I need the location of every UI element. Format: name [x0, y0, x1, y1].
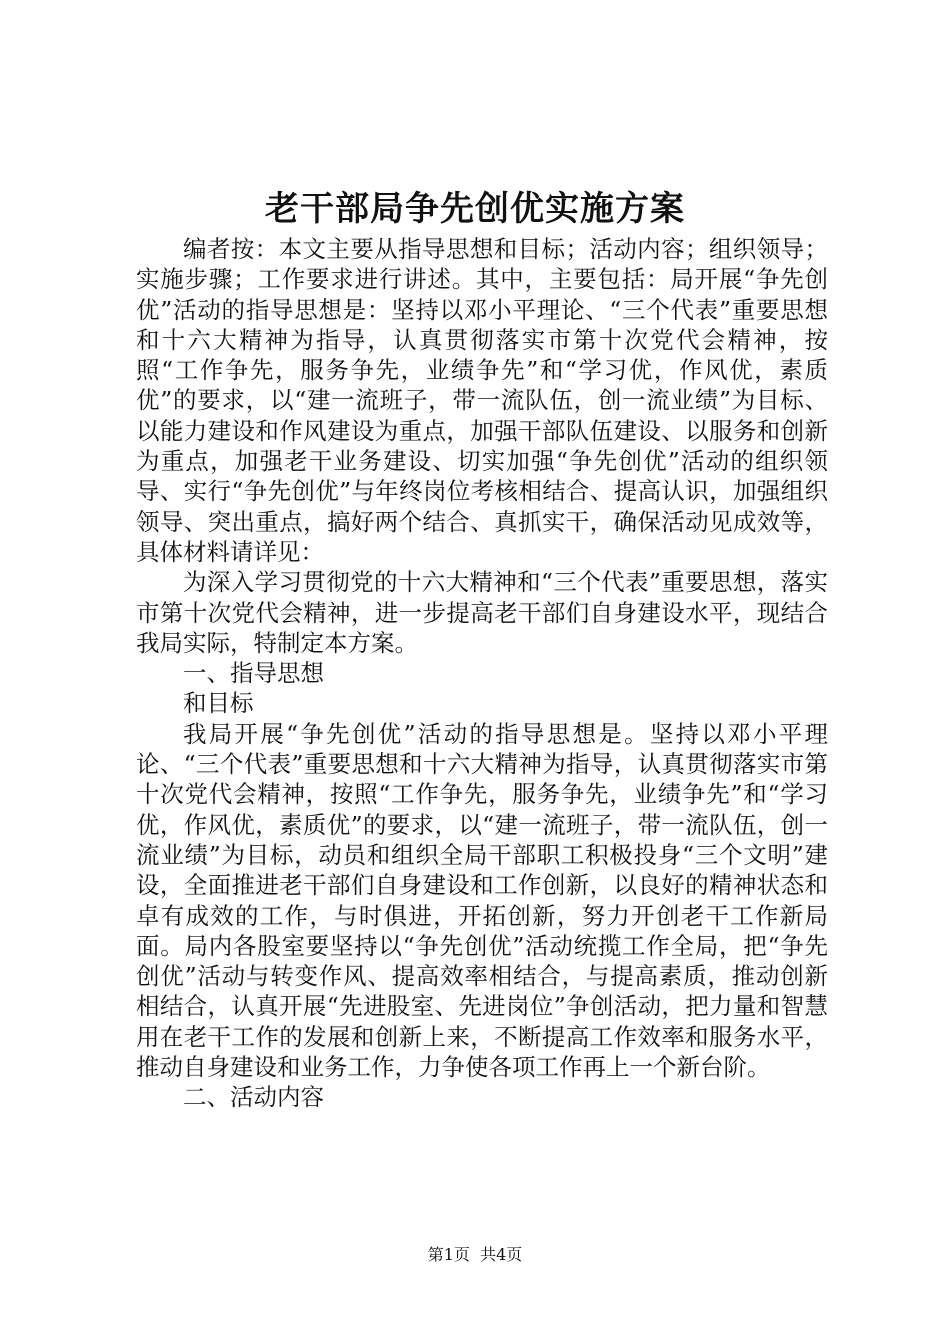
page-number: 第1页 — [427, 1245, 470, 1264]
editor-note-paragraph: 编者按：本文主要从指导思想和目标；活动内容；组织领导；实施步骤；工作要求进行讲述。其中，主要包括：局开展“争先创优”活动的指导思想是：坚持以邓小平理论、“三个代表”重要思想和十六大精神为指导，认真贯彻落实市第十次党代会精神，按照“工作争先，服务争先，业绩争先”和“学习优，作风优，素质优”的要求，以“建一流班子，带一流队伍，创一流业绩”为目标、以能力建设和作风建设为重点，加强干部队伍建设、以服务和创新为重点，加强老干业务建设、切实加强“争先创优”活动的组织领导、实行“争先创优”与年终岗位考核相结合、提高认识，加强组织领导、突出重点，搞好两个结合、真抓实干，确保活动见成效等，具体材料请详见： — [136, 235, 828, 566]
page-footer — [0, 1244, 950, 1266]
guiding-ideology-paragraph: 我局开展“争先创优”活动的指导思想是。坚持以邓小平理论、“三个代表”重要思想和十六大精神为指导，认真贯彻落实市第十次党代会精神，按照“工作争先，服务争先，业绩争先”和“学习优，作风优，素质优”的要求，以“建一流班子，带一流队伍，创一流业绩”为目标，动员和组织全局干部职工积极投身“三个文明”建设，全面推进老干部们自身建设和工作创新，以良好的精神状态和卓有成效的工作，与时俱进，开拓创新，努力开创老干工作新局面。局内各股室要坚持以“争先创优”活动统揽工作全局，把“争先创优”活动与转变作风、提高效率相结合，与提高素质，推动创新相结合，认真开展“先进股室、先进岗位”争创活动，把力量和智慧用在老干工作的发展和创新上来，不断提高工作效率和服务水平，推动自身建设和业务工作，力争使各项工作再上一个新台阶。 — [136, 719, 828, 1082]
document-body — [136, 234, 828, 1113]
section-heading-continuation: 和目标 — [183, 689, 254, 718]
section-heading-guiding-ideology: 一、指导思想 — [183, 659, 324, 688]
page-total: 共4页 — [480, 1245, 523, 1264]
intro-paragraph: 为深入学习贯彻党的十六大精神和“三个代表”重要思想，落实市第十次党代会精神，进一步提高老干部们自身建设水平，现结合我局实际，特制定本方案。 — [136, 568, 828, 657]
document-title: 老干部局争先创优实施方案 — [265, 189, 685, 229]
section-heading-activity-content: 二、活动内容 — [183, 1083, 324, 1112]
